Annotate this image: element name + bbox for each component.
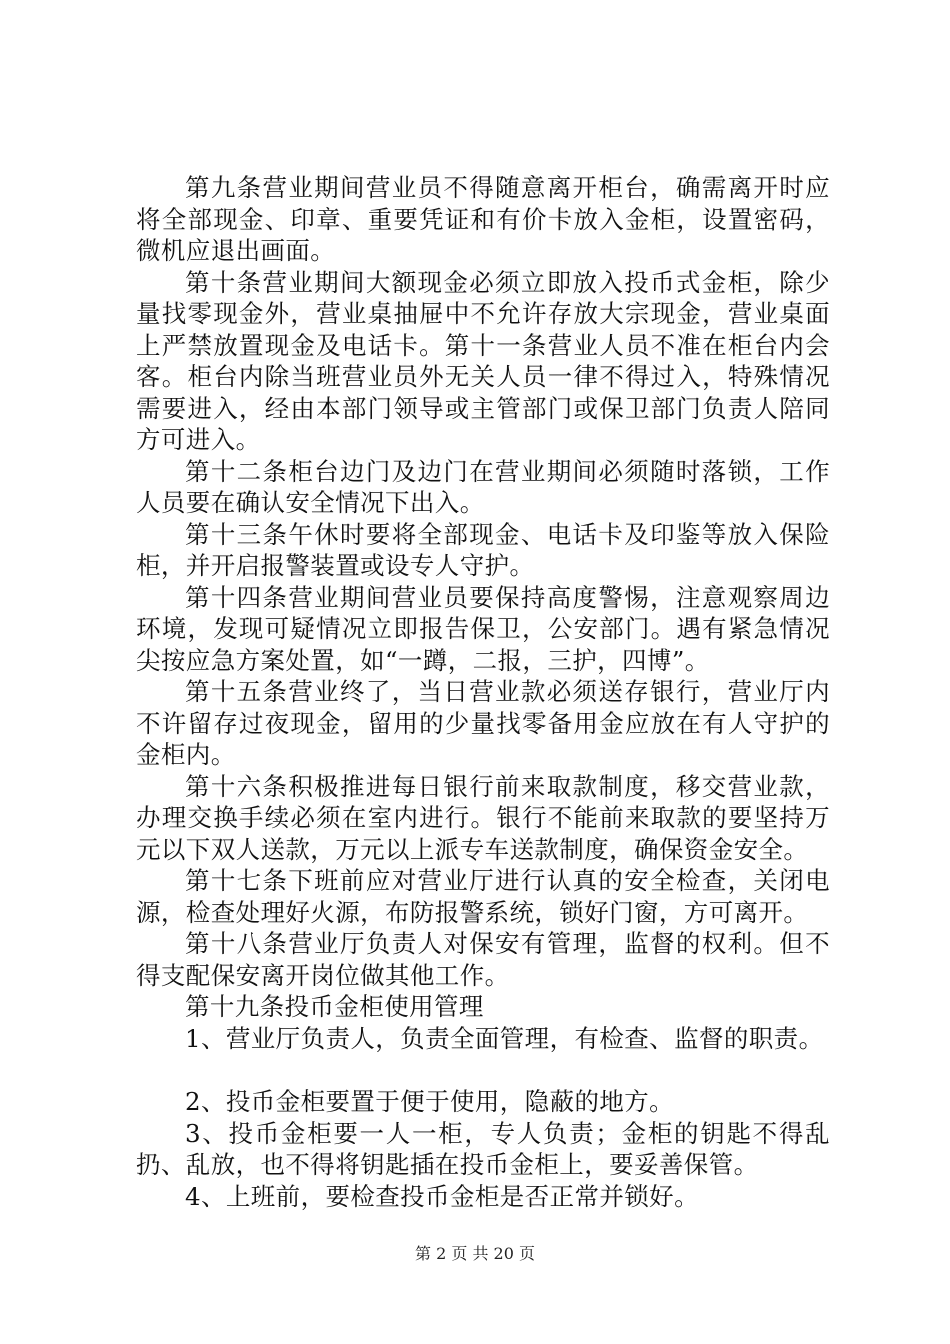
document-body: [136, 172, 830, 1212]
paragraph-article-14: 第十四条营业期间营业员要保持高度警惕，注意观察周边环境，发现可疑情况立即报告保卫，公安部门。遇有紧急情况尖按应急方案处置，如“一蹲，二报，三护，四博”。: [136, 582, 830, 675]
list-item-2: 2、投币金柜要置于便于使用，隐蔽的地方。: [185, 1087, 675, 1116]
paragraph-article-10-11: 第十条营业期间大额现金必须立即放入投币式金柜，除少量找零现金外，营业桌抽屉中不允许存放大宗现金，营业桌面上严禁放置现金及电话卡。第十一条营业人员不准在柜台内会客。柜台内除当班营业员外无关人员一律不得过入，特殊情况需要进入，经由本部门领导或主管部门或保卫部门负责人陪同方可进入。: [136, 267, 830, 454]
list-item-1: 1、营业厅负责人，负责全面管理，有检查、监督的职责。: [185, 1023, 824, 1053]
paragraph-article-12: 第十二条柜台边门及边门在营业期间必须随时落锁，工作人员要在确认安全情况下出入。: [136, 456, 830, 517]
paragraph-article-16: 第十六条积极推进每日银行前来取款制度，移交营业款，办理交换手续必须在室内进行。银行不能前来取款的要坚持万元以下双人送款，万元以上派专车送款制度，确保资金安全。: [136, 771, 830, 864]
page-number-footer: 第 2 页 共 20 页: [415, 1244, 535, 1263]
paragraph-article-13: 第十三条午休时要将全部现金、电话卡及印鉴等放入保险柜，并开启报警装置或设专人守护。: [136, 519, 830, 580]
list-item-3: 3、投币金柜要一人一柜，专人负责；金柜的钥匙不得乱扔、乱放，也不得将钥匙插在投币金柜上，要妥善保管。: [136, 1118, 830, 1179]
paragraph-article-18: 第十八条营业厅负责人对保安有管理，监督的权利。但不得支配保安离开岗位做其他工作。: [136, 929, 830, 990]
paragraph-article-17: 第十七条下班前应对营业厅进行认真的安全检查，关闭电源，检查处理好火源，布防报警系统，锁好门窗，方可离开。: [136, 866, 830, 927]
paragraph-article-19-heading: 第十九条投币金柜使用管理: [185, 992, 484, 1021]
paragraph-article-15: 第十五条营业终了，当日营业款必须送存银行，营业厅内不许留存过夜现金，留用的少量找零备用金应放在有人守护的金柜内。: [136, 677, 830, 769]
blank-line: [136, 1054, 830, 1086]
paragraph-article-9: 第九条营业期间营业员不得随意离开柜台，确需离开时应将全部现金、印章、重要凭证和有价卡放入金柜，设置密码，微机应退出画面。: [136, 173, 830, 265]
list-item-4: 4、上班前，要检查投币金柜是否正常并锁好。: [185, 1181, 699, 1211]
